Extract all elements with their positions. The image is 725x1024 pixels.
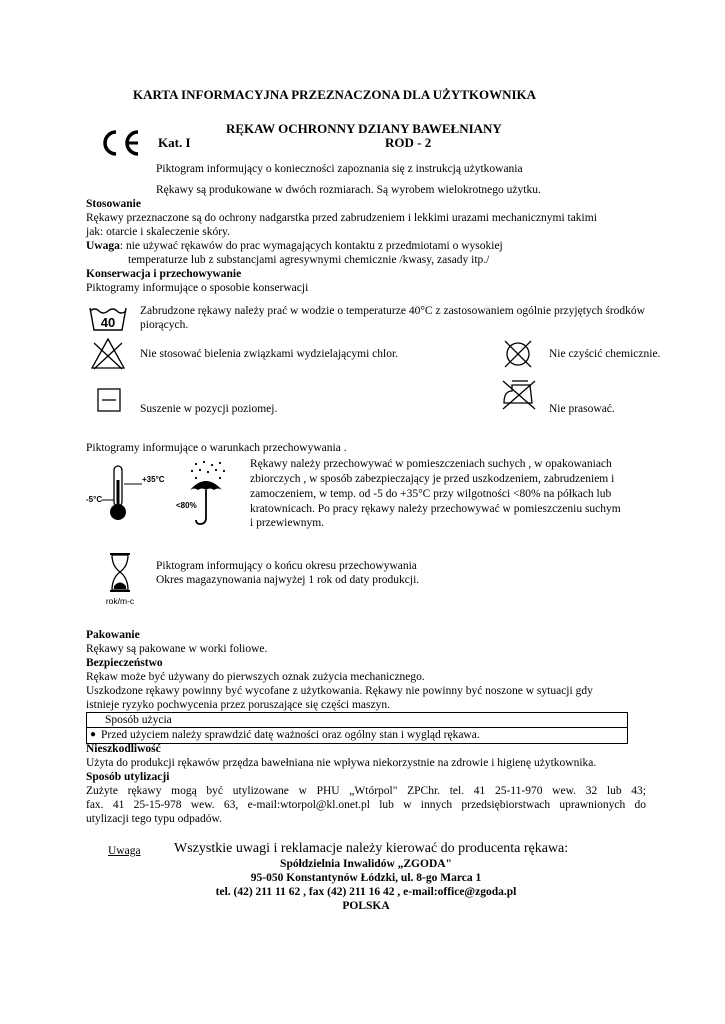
usage-box-bullet: ● [90, 729, 97, 740]
disposal-heading: Sposób utylizacji [86, 771, 170, 783]
footer-country: POLSKA [342, 900, 390, 912]
usage-box-title: Sposób użycia [105, 714, 172, 726]
footer-note-label: Uwaga [108, 845, 141, 857]
no-iron-icon [500, 377, 540, 411]
dry-flat-icon [97, 388, 123, 414]
care-heading: Konserwacja i przechowywanie [86, 268, 242, 280]
ce-mark-icon [96, 128, 146, 158]
shelf-life-line-2: Okres magazynowania najwyżej 1 rok od daty produkcji. [156, 574, 420, 586]
footer-company: Spółdzielnia Inwalidów „ZGODA" [280, 858, 452, 870]
shelf-life-icon-label: rok/m-c [105, 596, 135, 606]
intro-line-2: Rękawy są produkowane w dwóch rozmiarach. Są wyrobem wielokrotnego użytku. [156, 184, 541, 196]
harmlessness-heading: Nieszkodliwość [86, 743, 161, 755]
protection-category: Kat. I [158, 135, 191, 150]
footer-contact: tel. (42) 211 11 62 , fax (42) 211 16 42 , e-mail:office@zgoda.pl [215, 886, 517, 898]
no-iron-text: Nie prasować. [549, 403, 615, 415]
product-name: RĘKAW OCHRONNY DZIANY BAWEŁNIANY [226, 121, 502, 136]
storage-line-5: i przewiewnym. [250, 517, 325, 529]
hourglass-shelf-life-icon [100, 552, 140, 612]
intro-line-1: Piktogram informujący o konieczności zapoznania się z instrukcją użytkowania [156, 163, 523, 175]
wash-40-icon [88, 304, 128, 334]
storage-temperature-icon [86, 460, 176, 524]
application-line-1: Rękawy przeznaczone są do ochrony nadgarstka przed zabrudzeniem i lekkimi urazami mechanicznymi takimi [86, 212, 597, 224]
disposal-line-2: fax. 41 25-15-978 wew. 63, e-mail:wtorpol@kl.onet.pl lub w innych przedsiębiorstwach uprawnionych do [86, 799, 646, 811]
storage-line-4: kratownicach. Po pracy rękawy należy przechowywać w pomieszczeniu suchym [250, 503, 621, 515]
storage-line-2: zbiorczych , w sposób zabezpieczający je przed uszkodzeniem, zabrudzeniem i [250, 473, 615, 485]
footer-address: 95-050 Konstantynów Łódzki, ul. 8-go Marca 1 [250, 872, 482, 884]
dry-flat-text: Suszenie w pozycji poziomej. [140, 403, 278, 415]
warning-label: Uwaga [86, 240, 120, 252]
document-title: KARTA INFORMACYJNA PRZEZNACZONA DLA UŻYTKOWNIKA [133, 87, 537, 102]
safety-heading: Bezpieczeństwo [86, 657, 163, 669]
packaging-heading: Pakowanie [86, 629, 140, 641]
storage-line-3: zamoczeniem, w temp. od -5 do +35°C przy wilgotności <80% na półkach lub [250, 488, 612, 500]
safety-line-2: Uszkodzone rękawy powinny być wycofane z użytkowania. Rękawy nie powinny być noszone w sytuacji gdy [86, 685, 593, 697]
application-warning [86, 239, 503, 253]
storage-humidity-label: <80% [176, 501, 197, 510]
usage-box-text: Przed użyciem należy sprawdzić datę ważności oraz ogólny stan i wygląd rękawa. [101, 729, 480, 741]
safety-line-3: istnieje ryzyko pochwycenia przez poruszające się części maszyn. [86, 699, 390, 711]
warning-line-1: : nie używać rękawów do prac wymagających kontaktu z przedmiotami o wysokiej [119, 240, 503, 252]
footer-note-text: Wszystkie uwagi i reklamacje należy kierować do producenta rękawa: [174, 841, 569, 856]
usage-box [86, 712, 628, 744]
wash-instruction-line-1: Zabrudzone rękawy należy prać w wodzie o temperaturze 40°C z zastosowaniem ogólnie przyjętych środków [140, 305, 645, 317]
storage-heading: Piktogramy informujące o warunkach przechowywania . [86, 442, 347, 454]
shelf-life-line-1: Piktogram informujący o końcu okresu przechowywania [156, 560, 417, 572]
no-bleach-text: Nie stosować bielenia związkami wydzielającymi chlor. [140, 348, 399, 360]
disposal-line-1: Zużyte rękawy mogą być utylizowane w PHU „Wtórpol" ZPChr. tel. 41 25-11-970 wew. 32 lub 43; [86, 785, 646, 797]
application-line-2: jak: otarcie i skaleczenie skóry. [86, 226, 230, 238]
disposal-line-3: utylizacji tego typu odpadów. [86, 813, 222, 825]
care-subheading: Piktogramy informujące o sposobie konserwacji [86, 282, 309, 294]
storage-temp-min: -5°C [86, 495, 103, 504]
packaging-text: Rękawy są pakowane w worki foliowe. [86, 643, 268, 655]
wash-temp-label: 40 [100, 315, 116, 330]
harmlessness-text: Użyta do produkcji rękawów przędza bawełniana nie wpływa niekorzystnie na zdrowie i higienę użytkownika. [86, 757, 597, 769]
wash-instruction-line-2: piorących. [140, 319, 189, 331]
storage-humidity-umbrella-icon [176, 458, 232, 528]
application-heading: Stosowanie [86, 198, 141, 210]
product-model: ROD - 2 [385, 135, 432, 150]
storage-temp-max: +35°C [142, 475, 165, 484]
usage-box-header [87, 713, 627, 728]
no-dry-clean-text: Nie czyścić chemicznie. [549, 348, 661, 360]
no-bleach-icon [90, 337, 126, 371]
no-dry-clean-icon [502, 338, 534, 370]
warning-line-2: temperaturze lub z substancjami agresywnymi chemicznie /kwasy, zasady itp./ [128, 254, 490, 266]
safety-line-1: Rękaw może być używany do pierwszych oznak zużycia mechanicznego. [86, 671, 425, 683]
storage-line-1: Rękawy należy przechowywać w pomieszczeniach suchych , w opakowaniach [250, 458, 612, 470]
